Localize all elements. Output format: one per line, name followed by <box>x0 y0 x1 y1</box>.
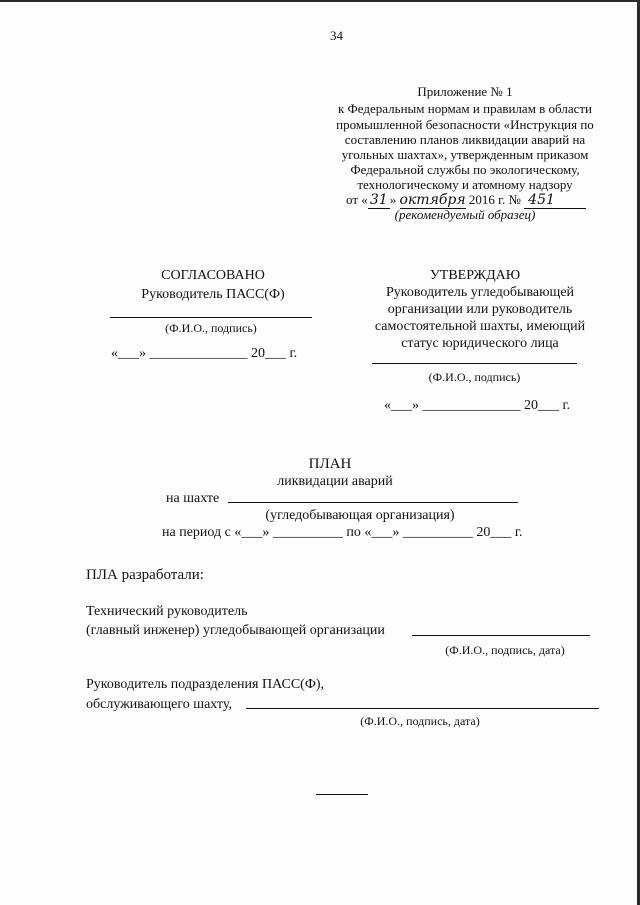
mine-label: на шахте <box>166 491 220 506</box>
agreed-signature-line <box>110 317 312 318</box>
plan-subtitle: ликвидации аварий <box>277 474 393 489</box>
date-prefix: от « <box>346 192 368 207</box>
mine-name-line <box>228 502 518 503</box>
appendix-line: технологическому и атомному надзору <box>357 177 573 192</box>
org-caption: (угледобывающая организация) <box>265 508 455 523</box>
approved-line: Руководитель угледобывающей <box>385 285 575 300</box>
pass-head-caption: (Ф.И.О., подпись, дата) <box>360 714 480 728</box>
sample-note: (рекомендуемый образец) <box>394 207 536 222</box>
date-year: 2016 г. № <box>468 192 521 207</box>
agreed-role: Руководитель ПАСС(Ф) <box>141 287 285 302</box>
footer-separator <box>316 794 368 795</box>
appendix-line: к Федеральным нормам и правилам в области <box>337 101 593 116</box>
period-line: на период с «___» __________ по «___» __________ 20___ г. <box>162 525 523 540</box>
tech-director-caption: (Ф.И.О., подпись, дата) <box>445 643 565 657</box>
appendix-line: угольных шахтах», утвержденным приказом <box>341 147 589 162</box>
appendix-line: составлению планов ликвидации аварий на <box>344 132 586 147</box>
appendix-line: Федеральной службы по экологическому, <box>350 162 580 177</box>
approved-line: организации или руководитель <box>387 302 573 317</box>
approved-signature-line <box>372 363 577 364</box>
pass-head-signature-line <box>246 708 599 709</box>
tech-director-line2: (главный инженер) угледобывающей организации <box>86 623 385 638</box>
handwritten-day: 31 <box>368 192 390 209</box>
date-separator: » <box>389 192 397 207</box>
agreed-date-line: «___» ______________ 20___ г. <box>111 346 298 361</box>
developed-heading: ПЛА разработали: <box>86 567 204 583</box>
pass-head-line2: обслуживающего шахту, <box>86 697 232 712</box>
appendix-title: Приложение № 1 <box>417 84 513 99</box>
approved-line: самостоятельной шахты, имеющий <box>374 319 586 334</box>
agreed-heading: СОГЛАСОВАНО <box>161 268 265 283</box>
approved-line: статус юридического лица <box>401 336 559 351</box>
handwritten-month: октября <box>399 192 466 208</box>
approved-date-line: «___» ______________ 20___ г. <box>384 398 571 413</box>
scan-border-top <box>0 0 640 2</box>
tech-director-line1: Технический руководитель <box>86 604 248 619</box>
approved-caption: (Ф.И.О., подпись) <box>428 370 521 384</box>
pass-head-line1: Руководитель подразделения ПАСС(Ф), <box>86 677 325 692</box>
appendix-line: промышленной безопасности «Инструкция по <box>336 117 594 132</box>
page-number: 34 <box>330 28 343 43</box>
plan-title: ПЛАН <box>308 456 352 472</box>
agreed-caption: (Ф.И.О., подпись) <box>165 321 257 335</box>
handwritten-order-number: 451 <box>524 192 586 209</box>
tech-director-signature-line <box>412 635 590 636</box>
approved-heading: УТВЕРЖДАЮ <box>429 268 521 283</box>
